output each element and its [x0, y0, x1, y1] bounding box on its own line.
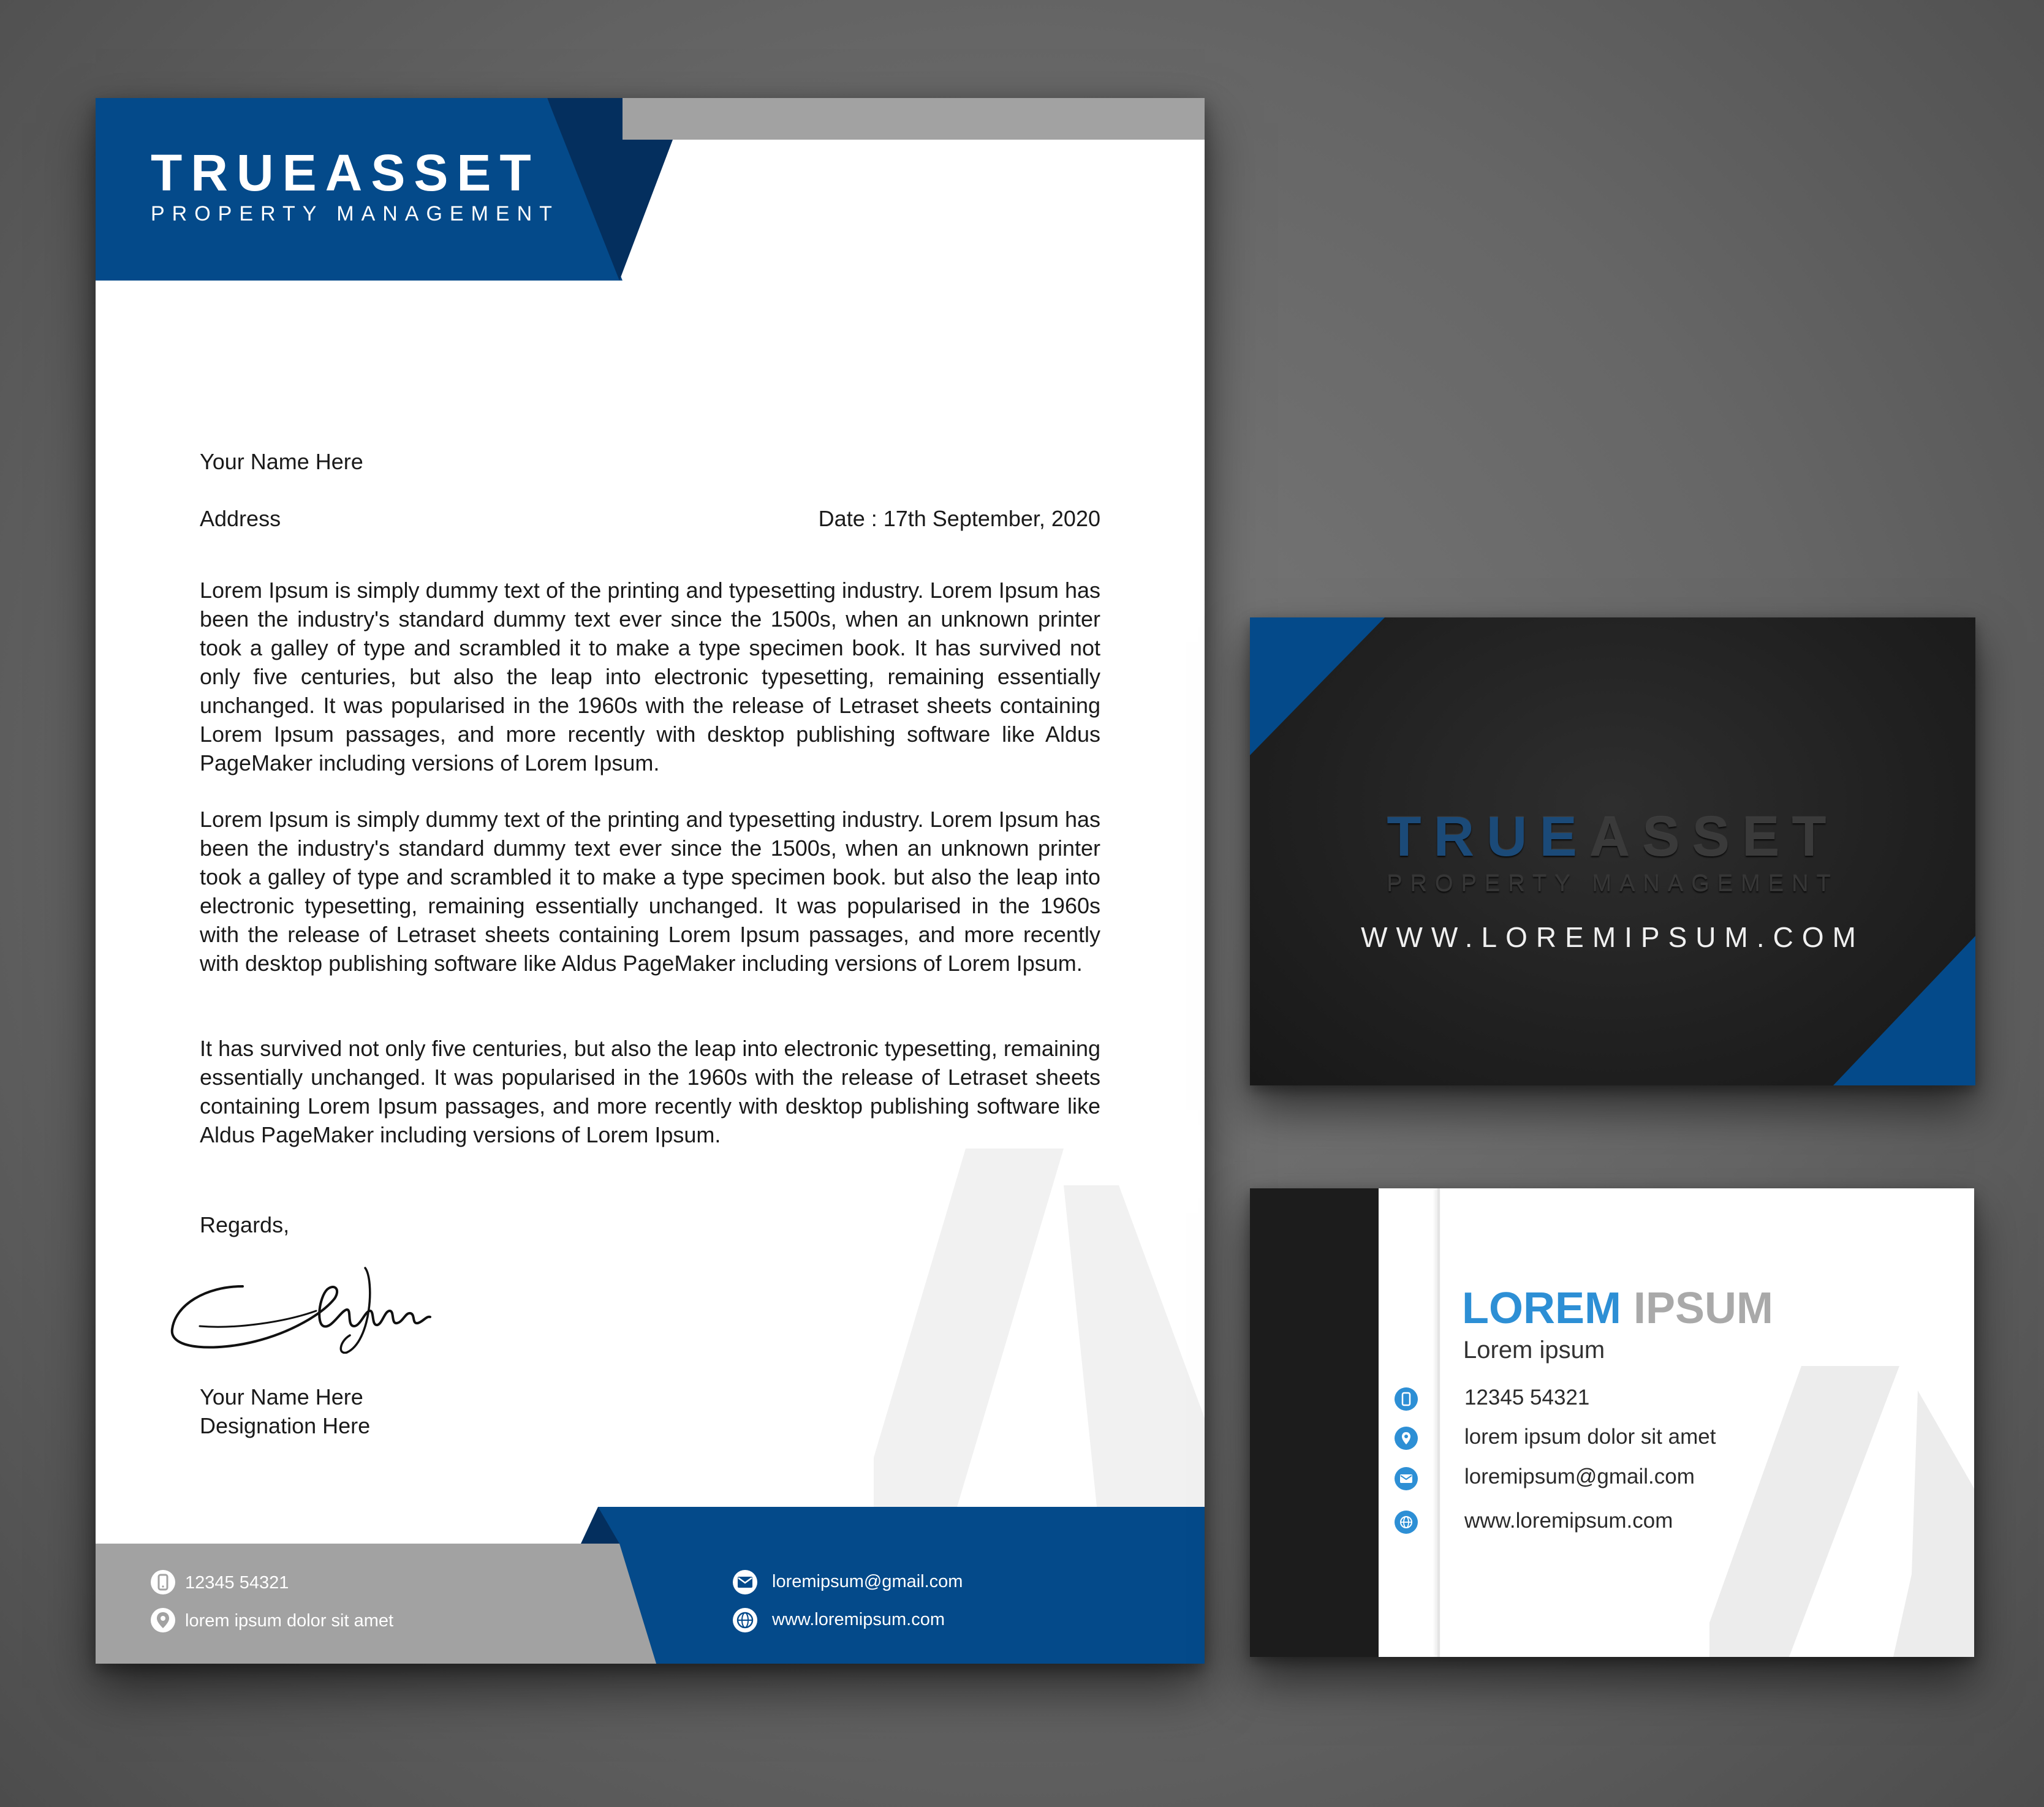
business-card-back — [1250, 1188, 1974, 1657]
footer-address: lorem ipsum dolor sit amet — [185, 1611, 394, 1631]
card-website: www.loremipsum.com — [1464, 1509, 1673, 1533]
card-dark-website: WWW.LOREMIPSUM.COM — [1361, 921, 1864, 953]
recipient-name: Your Name Here — [200, 449, 363, 474]
location-icon — [151, 1608, 175, 1632]
card-address: lorem ipsum dolor sit amet — [1464, 1425, 1716, 1449]
card-divider-line — [1437, 1188, 1440, 1657]
business-card-front — [1250, 617, 1975, 1085]
card-bottom-right-triangle — [1833, 936, 1975, 1085]
globe-icon — [733, 1608, 757, 1632]
card-dark-logo-word-b: ASSET — [1589, 805, 1839, 868]
card-black-stripe — [1250, 1188, 1379, 1657]
footer-email: loremipsum@gmail.com — [772, 1572, 963, 1591]
signature-image — [163, 1250, 445, 1354]
card-phone: 12345 54321 — [1464, 1386, 1590, 1409]
paragraph-2: Lorem Ipsum is simply dummy text of the printing and typesetting industry. Lorem Ipsum has been the industry's standard dummy text ever since the 1500s, when an unknown printer took a galley of type and scrambled it to make a type specimen book. but also the leap into electronic typesetting, remaining essentially unchanged. It was popularised in the 1960s with the release of Letraset sheets containing Lorem Ipsum passages, and more recently with desktop publishing software like Aldus PageMaker including versions of Lorem Ipsum. — [200, 807, 1100, 976]
signer-name: Your Name Here — [200, 1384, 363, 1409]
card-top-left-triangle — [1250, 617, 1385, 755]
letterhead-page — [96, 98, 1205, 1664]
card-location-icon — [1395, 1427, 1418, 1450]
card-dark-logo-word-a: TRUE — [1387, 805, 1589, 868]
phone-icon — [151, 1570, 175, 1594]
card-email-icon — [1395, 1467, 1418, 1490]
card-person-title: Lorem ipsum — [1463, 1337, 1605, 1364]
card-dark-logo-tagline: PROPERTY MANAGEMENT — [1387, 871, 1839, 897]
card-globe-icon — [1395, 1511, 1418, 1534]
recipient-address: Address — [200, 506, 281, 531]
logo-wordmark: TRUEASSET — [151, 144, 540, 202]
footer-website: www.loremipsum.com — [772, 1610, 945, 1629]
card-email: loremipsum@gmail.com — [1464, 1465, 1695, 1488]
card-phone-icon — [1395, 1387, 1418, 1411]
email-icon — [733, 1570, 757, 1594]
card-dark-logo — [1250, 805, 1975, 897]
paragraph-1: Lorem Ipsum is simply dummy text of the printing and typesetting industry. Lorem Ipsum has been the industry's standard dummy text ever since the 1500s, when an unknown printer took a galley of type and scrambled it to make a type specimen book. It has survived not only five centuries, but also the leap into electronic typesetting, remaining essentially unchanged. It was popularised in the 1960s with the release of Letraset sheets containing Lorem Ipsum passages, and more recently with desktop publishing software like Aldus PageMaker including versions of Lorem Ipsum. — [200, 578, 1100, 775]
signer-designation: Designation Here — [200, 1413, 371, 1438]
card-watermark-mark — [1709, 1366, 1974, 1657]
card-person-name — [1462, 1284, 1774, 1333]
footer-phone: 12345 54321 — [185, 1573, 289, 1593]
letterhead-logo — [151, 144, 559, 225]
letter-closing: Regards, — [200, 1212, 290, 1237]
paragraph-3: It has survived not only five centuries, but also the leap into electronic typesetting, remaining essentially unchanged. It was popularised in the 1960s with the release of Letraset sheets containing Lorem Ipsum passages, and more recently with desktop publishing software like Aldus PageMaker including versions of Lorem Ipsum. — [200, 1036, 1100, 1147]
letter-date: Date : 17th September, 2020 — [818, 506, 1100, 531]
card-name-first: LOREM — [1462, 1284, 1621, 1333]
logo-tagline: PROPERTY MANAGEMENT — [151, 202, 559, 225]
card-name-last: IPSUM — [1633, 1284, 1774, 1333]
